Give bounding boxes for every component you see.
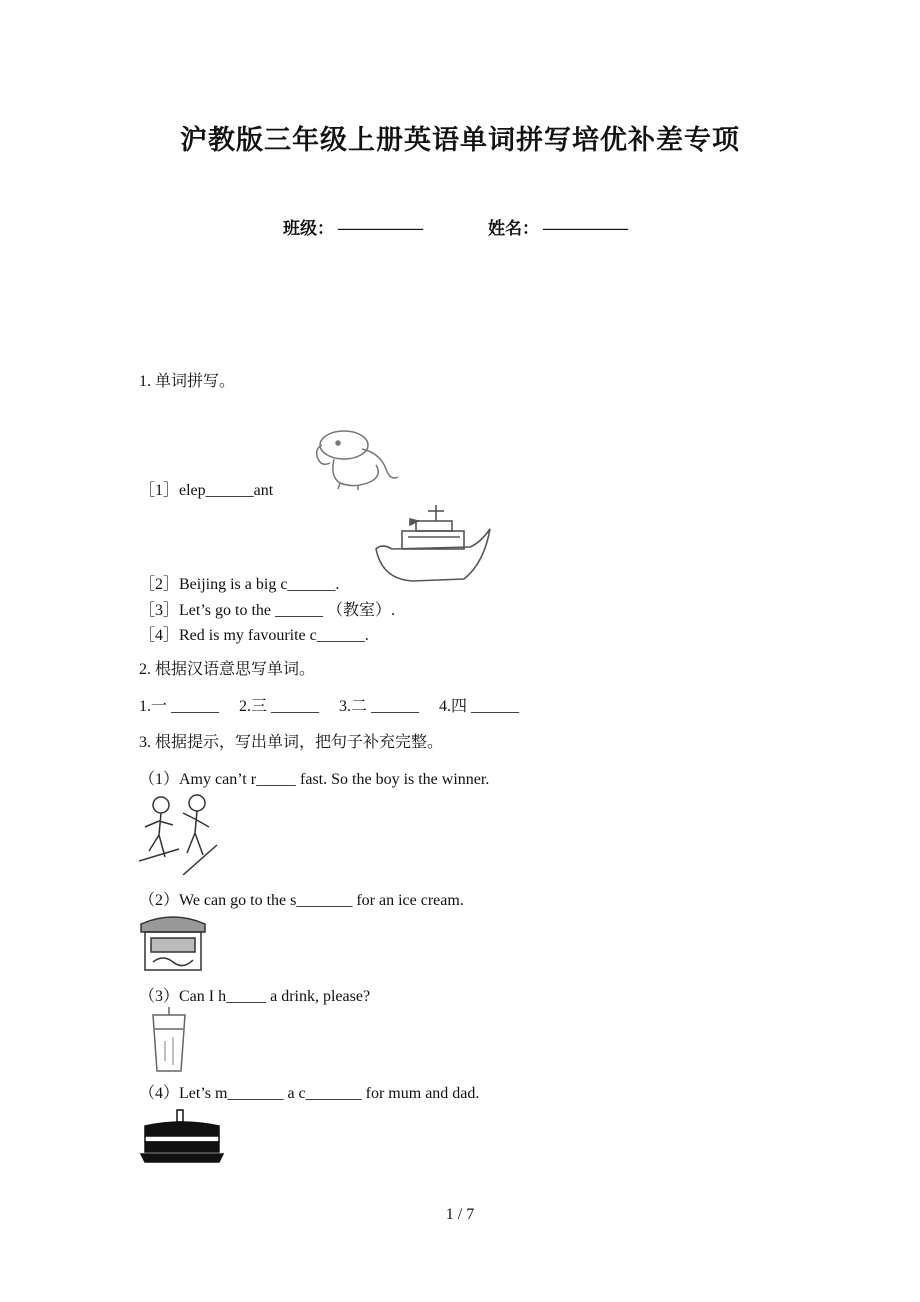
section-1-item-2: ［2］Beijing is a big c______. <box>139 576 340 593</box>
running-children-picture <box>139 791 221 875</box>
section-2-heading: 2. 根据汉语意思写单词。 <box>139 661 316 678</box>
section-3-item-2: （2）We can go to the s_______ for an ice cream. <box>139 892 464 909</box>
page-number: 1 / 7 <box>445 1206 475 1223</box>
section-1-item-1: ［1］elep______ant <box>139 482 274 499</box>
section-3-item-1: （1）Amy can’t r_____ fast. So the boy is the winner. <box>139 771 490 788</box>
ship-picture <box>372 503 492 583</box>
page-title: 沪教版三年级上册英语单词拼写培优补差专项 <box>180 125 740 156</box>
class-label: 班级： <box>283 219 334 239</box>
class-blank[interactable]: __________ <box>338 211 423 231</box>
section-2-row: 1.一 ______ 2.三 ______ 3.二 ______ 4.四 ______ <box>139 698 520 715</box>
section-3-item-4: （4）Let’s m_______ a c_______ for mum and dad. <box>139 1085 480 1102</box>
birthday-cake-picture <box>139 1106 225 1166</box>
elephant-picture <box>310 425 402 491</box>
section-3-heading: 3. 根据提示，写出单词，把句子补充完整。 <box>139 734 444 751</box>
section-1-item-4: ［4］Red is my favourite c______. <box>139 627 369 644</box>
glass-of-water-picture <box>139 1005 197 1075</box>
name-label: 姓名： <box>488 219 539 239</box>
name-blank[interactable]: __________ <box>543 211 628 231</box>
shop-picture <box>139 914 207 972</box>
section-3-item-3: （3）Can I h_____ a drink, please? <box>139 988 371 1005</box>
section-1-item-3: ［3］Let’s go to the ______ （教室）. <box>139 602 395 619</box>
section-1-heading: 1. 单词拼写。 <box>139 373 236 390</box>
